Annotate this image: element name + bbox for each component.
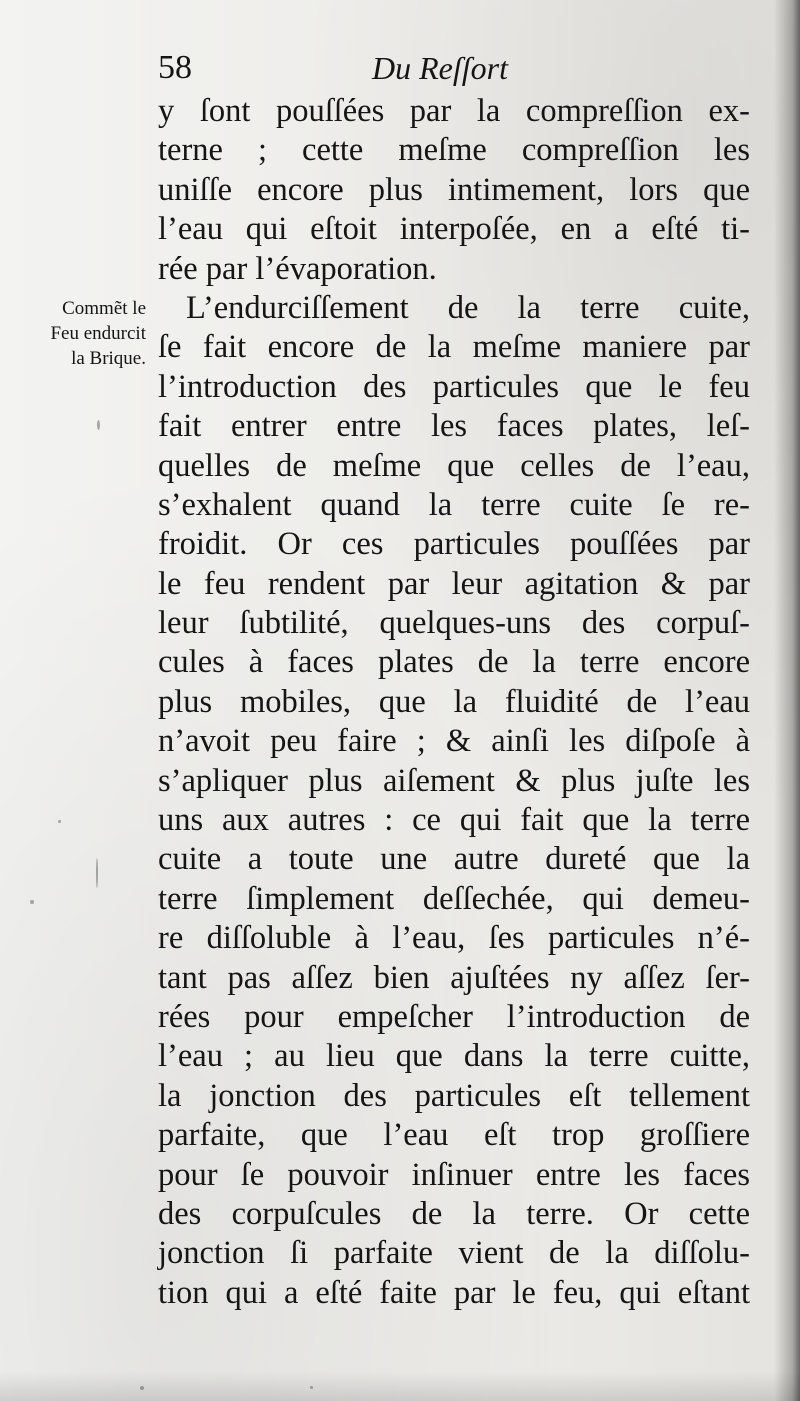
page-header xyxy=(158,44,748,92)
text-line: n’avoit peu faire ; & ainſi les diſpoſe à xyxy=(158,723,750,760)
marginal-note-line: Feu endurcit xyxy=(50,323,146,344)
marginal-note-line: Commẽt le xyxy=(62,298,146,319)
text-line: y ſont pouſſées par la compreſſion ex- xyxy=(158,93,750,129)
text-line: des corpuſcules de la terre. Or cette xyxy=(158,1195,750,1232)
text-line: l’eau qui eſtoit interpoſée, en a eſté ti- xyxy=(158,211,750,248)
page-number: 58 xyxy=(158,49,192,86)
marginal-note-line: la Brique. xyxy=(71,348,146,369)
text-line: pour ſe pouvoir inſinuer entre les faces xyxy=(158,1156,750,1193)
text-line: parfaite, que l’eau eſt trop groſſiere xyxy=(158,1117,750,1154)
text-line: tion qui a eſté faite par le feu, qui eſtant xyxy=(158,1274,750,1311)
marginal-note xyxy=(8,296,146,371)
text-line: plus mobiles, que la fluidité de l’eau xyxy=(158,683,750,720)
text-line: L’endurciſſement de la terre cuite, xyxy=(186,289,750,326)
text-line: terne ; cette meſme compreſſion les xyxy=(158,132,750,169)
text-line: l’eau ; au lieu que dans la terre cuitte, xyxy=(158,1038,750,1075)
text-line: tant pas aſſez bien ajuſtées ny aſſez ſer- xyxy=(158,959,750,996)
text-line: terre ſimplement deſſechée, qui demeu- xyxy=(158,880,750,917)
text-line: uniſſe encore plus intimement, lors que xyxy=(158,171,750,208)
text-line: s’apliquer plus aiſement & plus juſte les xyxy=(158,762,750,799)
text-line: fait entrer entre les faces plates, leſ- xyxy=(158,408,750,445)
text-line: jonction ſi parfaite vient de la diſſolu- xyxy=(158,1235,750,1272)
text-line: la jonction des particules eſt tellement xyxy=(158,1077,750,1114)
text-line: froidit. Or ces particules pouſſées par xyxy=(158,526,750,563)
binding-shadow xyxy=(774,0,800,1401)
text-line: re diſſoluble à l’eau, ſes particules n’é- xyxy=(158,920,750,957)
page-bottom-shadow xyxy=(0,1371,800,1401)
text-line: cuite a toute une autre dureté que la xyxy=(158,841,750,878)
body-text xyxy=(158,92,750,1313)
text-line: rée par l’évaporation. xyxy=(158,250,437,287)
text-line: quelles de meſme que celles de l’eau, xyxy=(158,447,750,484)
text-line: le feu rendent par leur agitation & par xyxy=(158,565,750,602)
text-line: rées pour empeſcher l’introduction de xyxy=(158,998,750,1035)
text-line: leur ſubtilité, quelques-uns des corpuſ- xyxy=(158,605,750,642)
text-line: ſe fait encore de la meſme maniere par xyxy=(158,329,750,366)
text-line: s’exhalent quand la terre cuite ſe re- xyxy=(158,486,750,523)
text-line: cules à faces plates de la terre encore xyxy=(158,644,750,681)
running-title: Du Reſſort xyxy=(372,50,508,86)
text-line: l’introduction des particules que le feu xyxy=(158,368,750,405)
text-line: uns aux autres : ce qui fait que la terre xyxy=(158,802,750,839)
